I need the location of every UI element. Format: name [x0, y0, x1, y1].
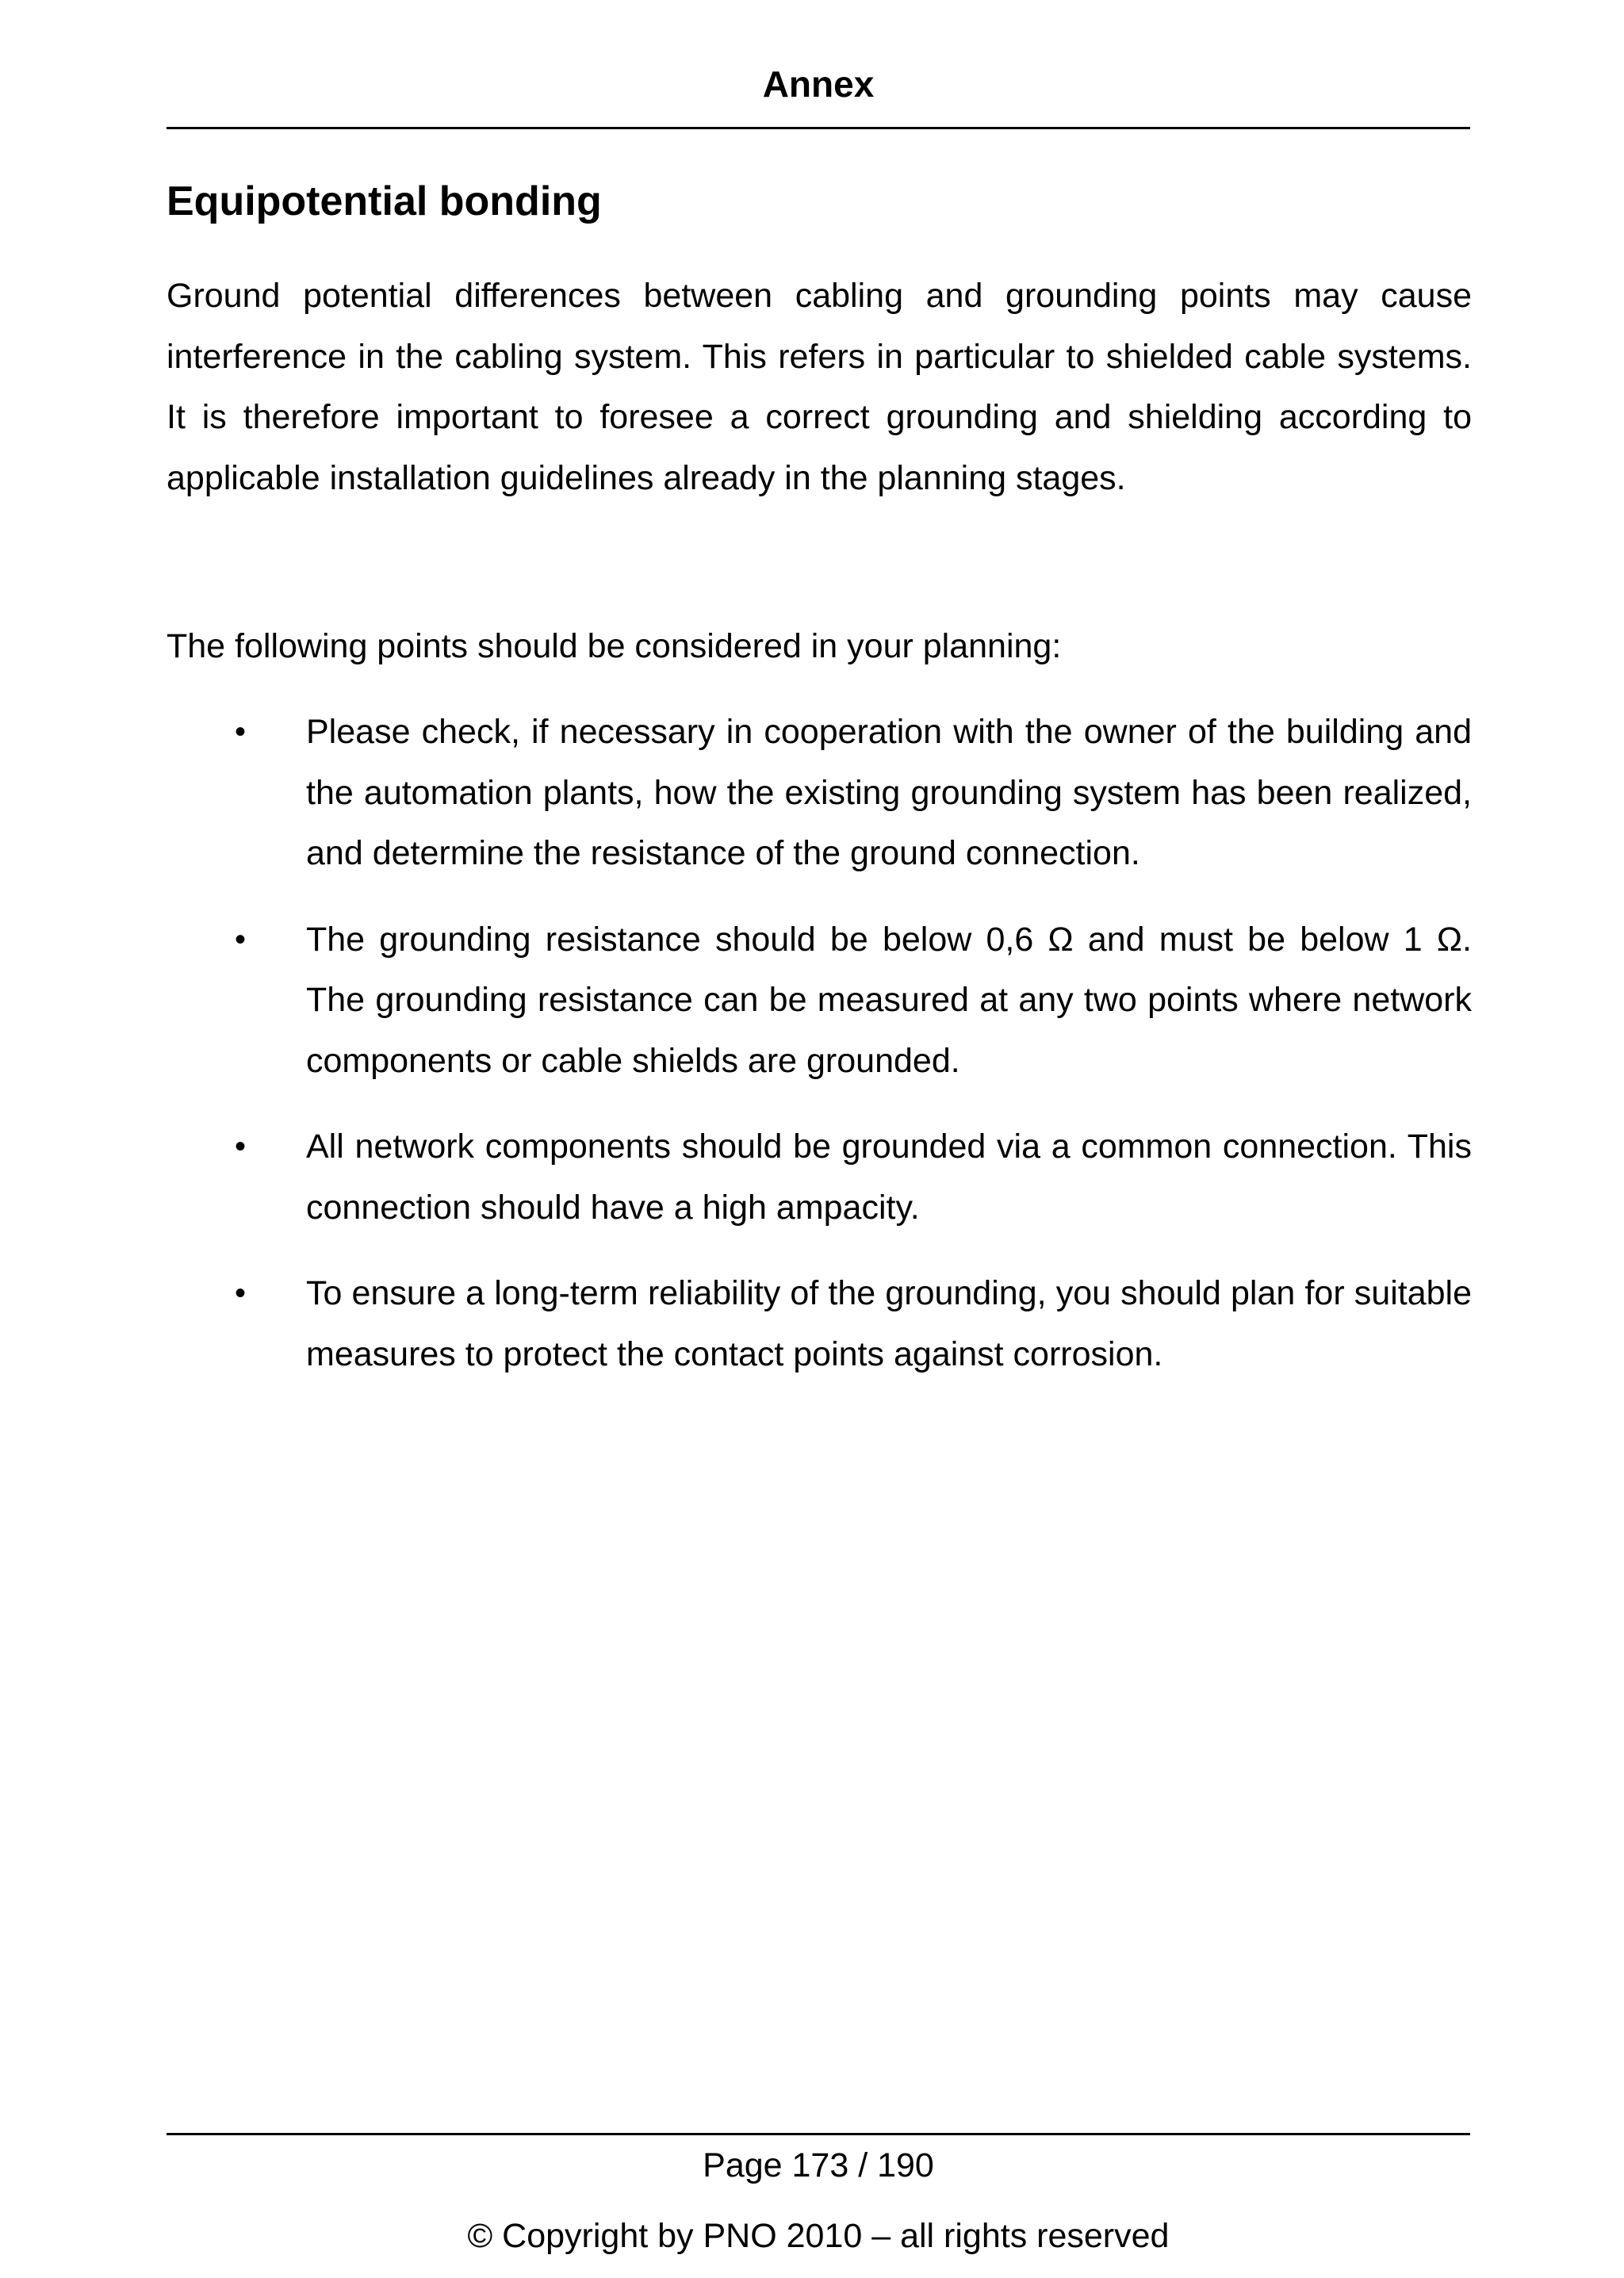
- intro-paragraph: Ground potential differences between cabling and grounding points may cause interference in the cabling system. This refers in particular to shielded cable systems. It is therefore important to foresee a correct grounding and shielding according to applicable installation guidelines already in the planning stages.: [167, 277, 1472, 497]
- footer-rule: [167, 2133, 1470, 2135]
- bullet-list: [167, 702, 1472, 1410]
- header-rule: [167, 127, 1470, 129]
- bullet-icon: •: [235, 921, 247, 957]
- list-item: [167, 909, 1472, 1092]
- list-item: [167, 702, 1472, 884]
- list-item-text: The grounding resistance should be below 0,6 Ω and must be below 1 Ω. The grounding resistance can be measured at any two points where network components or cable shields are grounded.: [306, 920, 1472, 1080]
- lead-paragraph: The following points should be considered in your planning:: [167, 627, 1062, 665]
- list-item-text: All network components should be grounded via a common connection. This connection should have a high ampacity.: [306, 1128, 1472, 1227]
- list-item: [167, 1116, 1472, 1238]
- bullet-icon: •: [235, 1276, 247, 1311]
- bullet-icon: •: [235, 1129, 247, 1164]
- list-item: [167, 1263, 1472, 1384]
- running-header: Annex: [762, 63, 875, 105]
- list-item-text: Please check, if necessary in cooperation with the owner of the building and the automation plants, how the existing grounding system has been realized, and determine the resistance of the ground connection.: [306, 713, 1472, 872]
- list-item-text: To ensure a long-term reliability of the grounding, you should plan for suitable measures to protect the contact points against corrosion.: [306, 1274, 1472, 1373]
- copyright-notice: © Copyright by PNO 2010 – all rights reserved: [467, 2217, 1170, 2255]
- bullet-icon: •: [235, 714, 247, 749]
- page-number: Page 173 / 190: [703, 2146, 934, 2184]
- section-title: Equipotential bonding: [167, 178, 602, 224]
